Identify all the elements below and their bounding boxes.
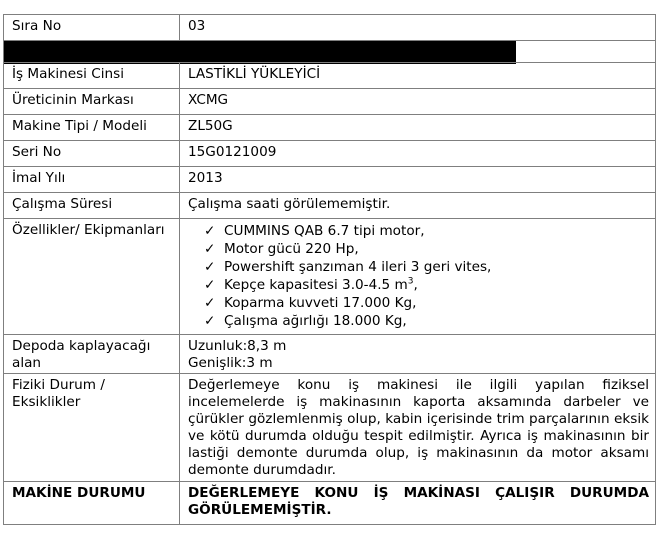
value-depo — [180, 335, 656, 374]
superscript-3: 3 — [407, 276, 414, 287]
check-icon: ✓ — [204, 223, 216, 239]
row-depo — [4, 335, 656, 374]
row-seri — [4, 141, 656, 167]
value-sira-no: 03 — [180, 15, 656, 41]
feature-item: ✓ Motor gücü 220 Hp, — [204, 241, 359, 257]
label-calisma: Çalışma Süresi — [4, 193, 180, 219]
feature-item: ✓ Powershift şanzıman 4 ileri 3 geri vites, — [204, 259, 492, 275]
features-list — [180, 219, 655, 334]
value-calisma: Çalışma saati görülememiştir. — [180, 193, 656, 219]
row-durum — [4, 482, 656, 525]
feature-item: ✓ Çalışma ağırlığı 18.000 Kg, — [204, 313, 407, 329]
row-model — [4, 115, 656, 141]
label-sira-no: Sıra No — [4, 15, 180, 41]
label-imal: İmal Yılı — [4, 167, 180, 193]
redacted-cell — [4, 41, 656, 63]
machine-info-table — [3, 14, 656, 525]
label-seri: Seri No — [4, 141, 180, 167]
row-calisma — [4, 193, 656, 219]
label-depo: Depoda kaplayacağı alan — [4, 335, 180, 374]
value-ozellikler — [180, 219, 656, 335]
value-marka: XCMG — [180, 89, 656, 115]
label-fiziki: Fiziki Durum / Eksiklikler — [4, 374, 180, 482]
feature-item: ✓ Koparma kuvveti 17.000 Kg, — [204, 295, 417, 311]
check-icon: ✓ — [204, 259, 216, 275]
depo-genislik: Genişlik:3 m — [188, 355, 273, 371]
label-durum: MAKİNE DURUMU — [4, 482, 180, 525]
value-cins: LASTİKLİ YÜKLEYİCİ — [180, 63, 656, 89]
row-cins — [4, 63, 656, 89]
value-imal: 2013 — [180, 167, 656, 193]
label-model: Makine Tipi / Modeli — [4, 115, 180, 141]
check-icon: ✓ — [204, 277, 216, 293]
value-fiziki: Değerlemeye konu iş makinesi ile ilgili yapılan fiziksel incelemelerde iş makinasının kaporta aksamında darbeler ve çürükler gözlemlenmiş olup, kabin içerisinde trim parçalarının eksik ve kötü durumda olduğu tespit edilmiştir. Ayrıca iş makinasının bir lastiği demonte durumda olup, iş makinasının da motor aksamı demonte durumdadır. — [180, 374, 656, 482]
label-cins: İş Makinesi Cinsi — [4, 63, 180, 89]
row-sira-no — [4, 15, 656, 41]
check-icon: ✓ — [204, 313, 216, 329]
value-durum: DEĞERLEMEYE KONU İŞ MAKİNASI ÇALIŞIR DURUMDA GÖRÜLEMEMİŞTİR. — [180, 482, 656, 525]
row-ozellikler — [4, 219, 656, 335]
check-icon: ✓ — [204, 241, 216, 257]
depo-uzunluk: Uzunluk:8,3 m — [188, 338, 287, 354]
check-icon: ✓ — [204, 295, 216, 311]
label-marka: Üreticinin Markası — [4, 89, 180, 115]
value-model: ZL50G — [180, 115, 656, 141]
label-ozellikler: Özellikler/ Ekipmanları — [4, 219, 180, 335]
row-marka — [4, 89, 656, 115]
feature-item: ✓ CUMMINS QAB 6.7 tipi motor, — [204, 223, 425, 239]
feature-item: ✓ Kepçe kapasitesi 3.0-4.5 $m^3$, — [204, 276, 418, 293]
value-seri: 15G0121009 — [180, 141, 656, 167]
row-fiziki — [4, 374, 656, 482]
row-imal — [4, 167, 656, 193]
row-redacted — [4, 41, 656, 63]
